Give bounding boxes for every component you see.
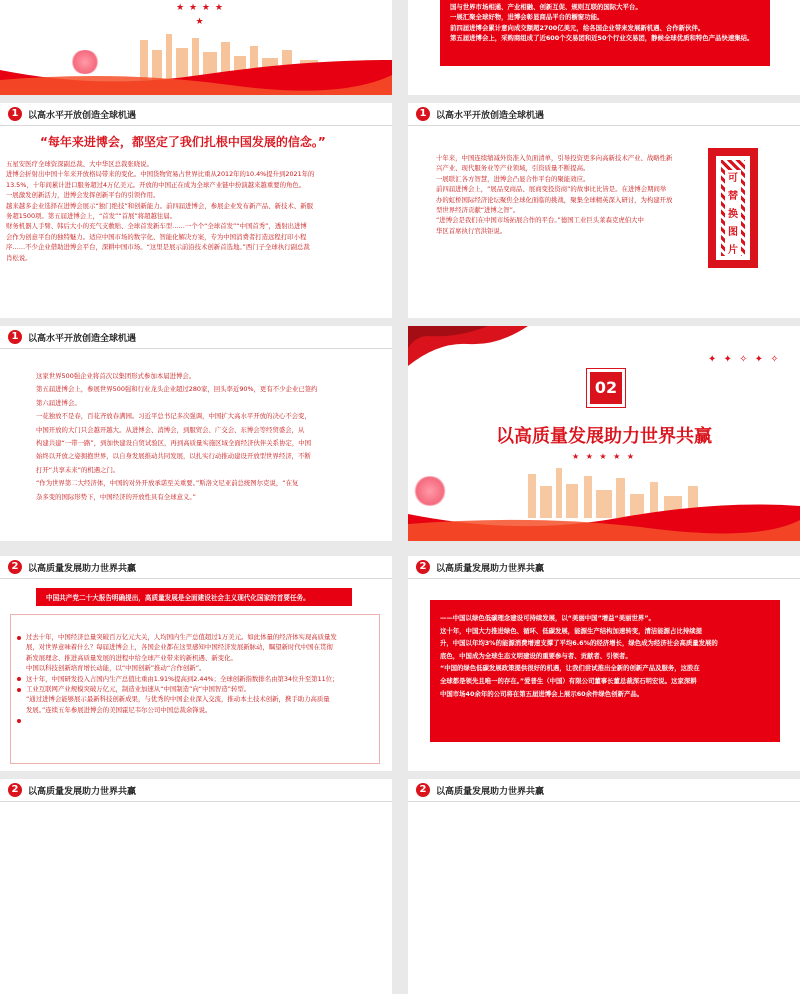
text-line: ——中国以绿色低碳理念建设可持续发展，以“美丽中国”增益“美丽世界”。 xyxy=(440,614,655,622)
birds-decoration: ✦ ✦ ✧ ✦ ✧ xyxy=(708,354,781,365)
text-line: 前四届进博会上，“展品变商品、展商变投资商”的故事比比皆是。在进博会期间举 xyxy=(436,185,667,194)
text-line: 一展联汇各方智慧，进博会凸显合作平台的聚能效应。 xyxy=(436,174,590,183)
flower-decoration xyxy=(413,476,447,506)
slide-5 xyxy=(408,326,800,541)
section-number: 2 xyxy=(8,783,22,797)
flower-decoration xyxy=(70,50,100,74)
section-number: 1 xyxy=(416,107,430,121)
slide-6 xyxy=(0,556,392,771)
text-line: 新发展理念、推进高质量发展的进程中给全球产业带来的新机遇、新变化。 xyxy=(26,653,237,662)
slide-9 xyxy=(408,779,800,994)
text-line: 型世界经济贡献“进博之智”。 xyxy=(436,206,520,215)
text-line: 升，中国以年均3%的能源消费增速支撑了平均6.6%的经济增长，绿色成为经济社会高质量发展的 xyxy=(440,639,718,648)
intro-text-box xyxy=(440,0,770,66)
section-number: 1 xyxy=(8,107,22,121)
city-skyline xyxy=(0,30,392,95)
bullet-icon xyxy=(17,719,21,723)
text-line: “中国的绿色低碳发展政策提供很好的机遇，让我们尝试推出全新的创新产品及服务，这股在 xyxy=(440,664,700,673)
text-line: 过去十年，中国经济总量突破百万亿元大关，人均国内生产总值超过1万美元。如此体量的经济体实现高质量发 xyxy=(26,633,337,641)
slide-title: 以高水平开放创造全球机遇 xyxy=(28,111,137,121)
text-line: 兴产业、现代服务业等产业领域，引资质量不断提高。 xyxy=(436,164,590,173)
text-line: 一展激发创新活力，进博会发挥创新平台的引领作用。 xyxy=(6,191,160,200)
flag-decoration xyxy=(408,326,528,386)
stars-decoration: ★ ★ ★ ★ ★ xyxy=(176,3,224,27)
text-line: 这十年，中国大力推进绿色、循环、低碳发展，能源生产结构加速转变，清洁能源占比持续提 xyxy=(440,626,703,635)
banner-text: 中国共产党二十大报告明确提出，高质量发展是全面建设社会主义现代化国家的首要任务。 xyxy=(46,594,310,602)
text-line: 中国开放的大门只会越开越大。从进博会、消博会，到服贸会、广交会、东博会等经贸盛会，从 xyxy=(36,425,305,434)
bullet-icon xyxy=(17,636,21,640)
text-line: 工业互联网产业规模突破万亿元，制造业加速从“中国制造”向“中国智造”转型。 xyxy=(26,685,251,694)
bullet-icon xyxy=(17,688,21,692)
text-line: 五星安医疗全球资深副总裁、大中华区总裁张晓说。 xyxy=(6,160,153,168)
slide-header xyxy=(408,103,800,126)
slide-title: 以高质量发展助力世界共赢 xyxy=(28,787,137,797)
slide-header xyxy=(408,556,800,579)
slide-header xyxy=(0,103,392,126)
text-line: 进博会折射出中国十年来开放格局带来的变化。中国货物贸易占世界比重从2012年的10.4%提升到2021年的 xyxy=(6,170,315,179)
text-line: 打开“共享未来”的机遇之门。 xyxy=(36,465,120,474)
section-number: 2 xyxy=(416,783,430,797)
text-line: 构建共建“一带一路”，到加快建设自贸试验区，再到高质量实施区域全面经济伙伴关系协定，中国 xyxy=(36,439,312,448)
section-number-box xyxy=(586,368,626,408)
text-line: 展，对世界意味着什么？每届进博会上，各国企业都在这里感知中国经济发展新脉动，瞩望新时代中国在贯彻 xyxy=(26,643,333,652)
slide-4 xyxy=(0,326,392,541)
text-line: 底色，中国成为全球生态文明建设的重要参与者、贡献者、引领者。 xyxy=(440,651,632,660)
slide-header xyxy=(408,779,800,802)
body-text xyxy=(36,370,376,504)
content-box xyxy=(430,600,780,742)
slide-title: 以高水平开放创造全球机遇 xyxy=(28,334,137,344)
text-line: 始终以开放之姿拥抱世界，以自身发展推动共同发展，以扎实行动推动建设开放型世界经济，不断 xyxy=(36,452,311,461)
bullet-icon xyxy=(17,677,21,681)
section-number: 2 xyxy=(8,560,22,574)
body-text xyxy=(6,159,376,263)
text-line: 这家世界500强企业将首次以集团形式参加本届进博会。 xyxy=(36,372,196,380)
text-line: 办的虹桥国际经济论坛聚焦全球化面临的挑战，聚集全球精英深入研讨，为构建开放 xyxy=(436,195,673,204)
slide-title: 以高质量发展助力世界共赢 xyxy=(436,564,545,574)
highlight-quote: “每年来进博会，都坚定了我们扎根中国发展的信念。” xyxy=(40,135,326,149)
box-line: 一展汇聚全球好物，进博会彰显商品平台的橱窗功能。 xyxy=(450,13,604,22)
stars-decoration: ★ ★ ★ ★ ★ xyxy=(571,452,637,461)
text-line: 肖松说。 xyxy=(6,253,32,262)
slide-title: 以高质量发展助力世界共赢 xyxy=(28,564,137,574)
slide-header xyxy=(0,556,392,579)
text-line: 中国市场40余年的公司将在第五届进博会上展示60余件绿色创新产品。 xyxy=(440,689,644,698)
section-title: 以高质量发展助力世界共赢 xyxy=(496,426,712,447)
text-line: 一花独放不是春，百花齐放春满园。习近平总书记多次强调，中国扩大高水平开放的决心不会变， xyxy=(36,412,311,421)
text-line: 华区首席执行官洪钜说。 xyxy=(436,226,507,235)
city-skyline xyxy=(408,466,800,541)
slide-1 xyxy=(0,0,392,95)
banner xyxy=(36,588,352,606)
slide-1b xyxy=(408,0,800,95)
image-placeholder[interactable] xyxy=(708,148,758,268)
slide-3 xyxy=(408,103,800,318)
section-number: 02 xyxy=(590,372,622,404)
slide-header xyxy=(0,779,392,802)
slide-2 xyxy=(0,103,392,318)
text-line: 发展。”连续五年参展进博会的美国霍尼韦尔公司中国总裁余锋说。 xyxy=(26,705,212,714)
slide-title: 以高水平开放创造全球机遇 xyxy=(436,111,545,121)
text-line: 杂多变的国际形势下，中国经济的开放性具有全球意义。” xyxy=(36,492,196,501)
text-line: 序……不少企业借助进博会平台，深耕中国市场。“这里是展示前沿技术创新首选地。”西门子全球执行副总裁 xyxy=(6,243,310,252)
slide-7 xyxy=(408,556,800,771)
body-text xyxy=(26,632,376,715)
body-text xyxy=(436,153,704,236)
slide-header xyxy=(0,326,392,349)
text-line: 十年来，中国连续缩减外资准入负面清单，引导投资更多向高新技术产业、战略性新 xyxy=(436,154,673,162)
text-line: 13.5%，十年间累计进口服务超过4万亿美元。开放的中国正在成为全球产业链中扮演越来越重要的角色。 xyxy=(6,180,306,189)
text-line: “作为世界第二大经济体，中国的对外开放承诺至关重要。”斯洛文尼亚前总统图尔克说，“在复 xyxy=(36,479,299,488)
text-line: 第五届进博会上，参展世界500强和行业龙头企业超过280家，回头率近90%，更有不少企业已签约 xyxy=(36,385,318,394)
text-line: “通过进博会能够展示最新科技创新成果，与优秀的中国企业深入交流，推动本土技术创新，携手助力高质量 xyxy=(26,695,330,704)
text-line: 全球都是领先且唯一的存在。”爱普生（中国）有限公司董事长董总裁深石明宏说。这家深耕 xyxy=(440,676,697,685)
text-line: “进博会是我们在中国市场拓展合作的平台。”德国工业巨头莱森克虎伯大中 xyxy=(436,216,644,225)
text-line: 第六届进博会。 xyxy=(36,398,81,407)
box-line: 前四届进博会累计意向成交额超2700亿美元，给各国企业带来发展新机遇、合作新伙伴。 xyxy=(450,23,705,32)
text-line: 会作为创意平台的独特魅力。适应中国市场的数字化、智能化解决方案，专为中国消费者打造远程打印小程 xyxy=(6,232,307,241)
section-number: 1 xyxy=(8,330,22,344)
text-line: 这十年，中国研发投入占国内生产总值比重由1.91%提高到2.44%；全球创新指数排名由第34位升至第11位； xyxy=(26,674,339,683)
slide-8 xyxy=(0,779,392,994)
text-line: 越来越多企业选择在进博会展示“独门绝技”和创新能力。前四届进博会，参展企业发布新产品、新技术、新服 xyxy=(6,201,313,210)
text-line: 财务机器人手臂、韩后大小的充气支敷贴、全球首发新车型……一个个“全球首发”“中国首秀”，透射出进博 xyxy=(6,222,307,231)
slide-title: 以高质量发展助力世界共赢 xyxy=(436,787,545,797)
text-line: 中国以科技创新培育增长动能，以“中国创新”推动“合作创新”。 xyxy=(26,664,206,673)
box-line: 第五届进博会上，采购商组成了近600个交易团和近50个行业交易团，静候全球优质和特色产品快速集结。 xyxy=(450,34,754,43)
placeholder-label: 可替换图片 xyxy=(725,170,741,260)
box-line: 国与世界市场相通、产业相融、创新互促、规则互联的国际大平台。 xyxy=(450,3,642,11)
text-line: 务超1500项。第五届进博会上，“首发”“首展”将超越往届。 xyxy=(6,212,177,221)
section-number: 2 xyxy=(416,560,430,574)
